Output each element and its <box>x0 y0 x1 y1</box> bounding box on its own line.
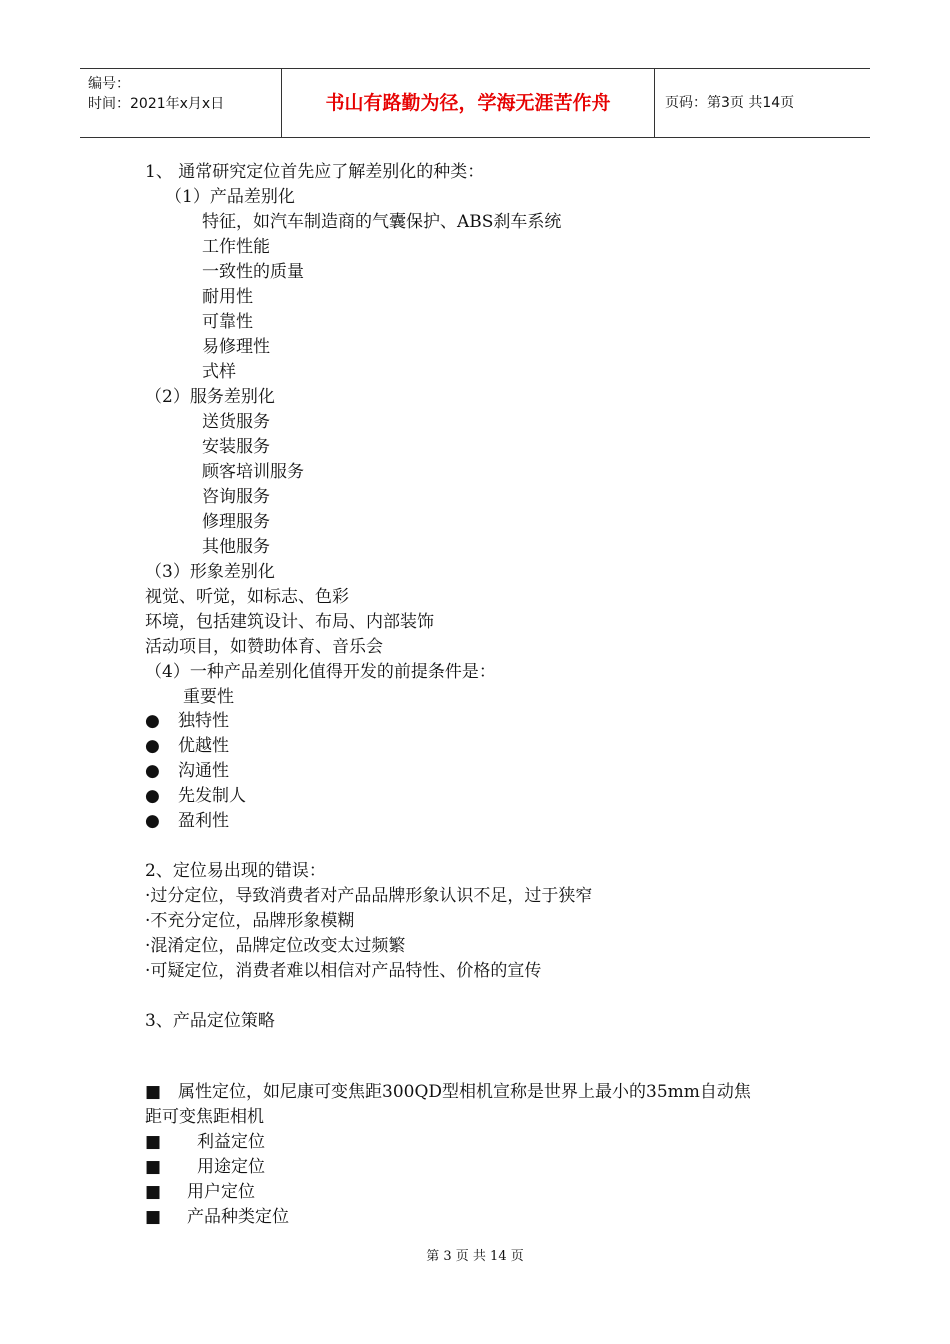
section2-title: 2、定位易出现的错误： <box>145 861 326 881</box>
list-item: ·过分定位，导致消费者对产品品牌形象认识不足，过于狭窄 <box>145 886 593 906</box>
list-item: 修理服务 <box>202 512 270 532</box>
list-item: 活动项目，如赞助体育、音乐会 <box>145 637 383 657</box>
list-item: 独特性 <box>178 711 229 731</box>
list-item: 重要性 <box>183 687 234 707</box>
bullet-dot-icon: ● <box>145 711 160 731</box>
list-item: 沟通性 <box>178 761 229 781</box>
bullet-square-icon: ■ <box>145 1157 162 1177</box>
bullet-dot-icon: ● <box>145 786 160 806</box>
list-item: 先发制人 <box>178 786 246 806</box>
bullet-square-icon: ■ <box>145 1082 162 1102</box>
number-label: 编号： <box>88 76 130 92</box>
list-item-continuation: 距可变焦距相机 <box>145 1107 264 1127</box>
list-item: 安装服务 <box>202 437 270 457</box>
page-footer: 第 3 页 共 14 页 <box>426 1249 524 1264</box>
list-item: 产品种类定位 <box>187 1207 289 1227</box>
list-item: 盈利性 <box>178 811 229 831</box>
list-item: 视觉、听觉，如标志、色彩 <box>145 587 349 607</box>
list-item: 顾客培训服务 <box>202 462 304 482</box>
list-item: 易修理性 <box>202 337 270 357</box>
page-header <box>80 68 870 138</box>
bullet-dot-icon: ● <box>145 761 160 781</box>
time-label: 时间：2021年x月x日 <box>88 96 225 112</box>
bullet-square-icon: ■ <box>145 1132 162 1152</box>
list-item: 用途定位 <box>197 1157 265 1177</box>
header-motto: 书山有路勤为径，学海无涯苦作舟 <box>282 69 655 137</box>
group2-title: （2）服务差别化 <box>145 387 275 407</box>
bullet-dot-icon: ● <box>145 736 160 756</box>
list-item: 耐用性 <box>202 287 253 307</box>
list-item: 用户定位 <box>187 1182 255 1202</box>
group3-title: （3）形象差别化 <box>145 562 275 582</box>
section3-title: 3、产品定位策略 <box>145 1011 275 1031</box>
list-item: 可靠性 <box>202 312 253 332</box>
list-item: ·不充分定位，品牌形象模糊 <box>145 911 355 931</box>
list-item: 其他服务 <box>202 537 270 557</box>
header-page-info: 页码：第3页 共14页 <box>665 95 795 111</box>
bullet-square-icon: ■ <box>145 1207 162 1227</box>
bullet-square-icon: ■ <box>145 1182 162 1202</box>
group1-title: （1）产品差别化 <box>165 187 295 207</box>
list-item: 一致性的质量 <box>202 262 304 282</box>
list-item: ·可疑定位，消费者难以相信对产品特性、价格的宣传 <box>145 961 542 981</box>
bullet-dot-icon: ● <box>145 811 160 831</box>
list-item: 属性定位，如尼康可变焦距300QD型相机宣称是世界上最小的35mm自动焦 <box>178 1082 751 1102</box>
list-item: 优越性 <box>178 736 229 756</box>
list-item: 工作性能 <box>202 237 270 257</box>
list-item: 式样 <box>202 362 236 382</box>
section1-title: 1、 通常研究定位首先应了解差别化的种类： <box>145 162 485 182</box>
list-item: 送货服务 <box>202 412 270 432</box>
group4-title: （4）一种产品差别化值得开发的前提条件是： <box>145 662 496 682</box>
list-item: ·混淆定位，品牌定位改变太过频繁 <box>145 936 406 956</box>
list-item: 利益定位 <box>197 1132 265 1152</box>
list-item: 环境，包括建筑设计、布局、内部装饰 <box>145 612 434 632</box>
list-item: 特征，如汽车制造商的气囊保护、ABS刹车系统 <box>202 212 562 232</box>
header-meta <box>80 69 282 137</box>
list-item: 咨询服务 <box>202 487 270 507</box>
